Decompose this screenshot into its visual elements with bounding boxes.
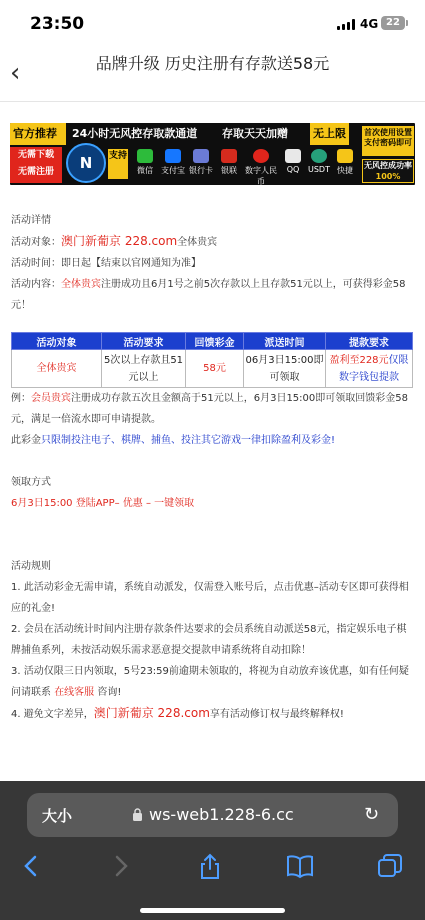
bookmarks-icon[interactable]	[285, 851, 315, 881]
tabs-icon[interactable]	[375, 851, 405, 881]
banner-top-row	[10, 123, 415, 145]
banner-slogan: 存取天天加赠	[222, 127, 288, 140]
address-bar[interactable]	[27, 793, 398, 837]
banner-badge	[10, 147, 62, 183]
alipay-icon: 支付宝	[158, 147, 188, 176]
rule-item: 1. 此活动彩金无需申请，系统自动派发，仅需登入账号后，点击优惠–活动专区即可获得相应的礼金!	[11, 582, 409, 614]
table-header: 回馈彩金	[186, 333, 244, 350]
promo-banner[interactable]	[10, 123, 415, 185]
reload-icon[interactable]: ↻	[364, 804, 380, 825]
nav-bar	[0, 48, 425, 102]
details-target: 活动对象：澳门新葡京 228.com全体贵宾	[11, 234, 218, 248]
home-indicator	[140, 908, 285, 913]
banner-no-download: 无需下载	[17, 150, 54, 160]
lock-icon	[132, 808, 143, 821]
brand-logo-icon: N	[66, 143, 106, 183]
table-row	[12, 350, 413, 388]
details-content: 活动内容：全体贵宾注册成功且6月1号之前5次存款以上且存款51元以上，可获得彩金58元！	[11, 279, 406, 311]
unionpay-icon: 银联	[214, 147, 244, 176]
rule-item: 3. 活动仅限三日内领取，5号23:59前逾期未领取的，将视为自动放弃该优惠，如有任何疑问请联系 在线客服 咨询!	[11, 666, 409, 698]
status-time: 23:50	[30, 14, 85, 34]
banner-headline: 24小时无风控存取款通道	[72, 127, 198, 140]
table-header: 派送时间	[244, 333, 326, 350]
payment-methods	[130, 147, 360, 183]
signal-icon	[337, 19, 355, 30]
table-cell-withdraw: 盈利至228元仅限数字钱包提款	[326, 350, 413, 388]
text-size-button[interactable]: 大小	[42, 807, 73, 825]
battery-icon: 22	[381, 16, 405, 30]
claim-text: 6月3日15:00 登陆APP– 优惠 – 一键领取	[11, 498, 195, 509]
table-cell-target: 全体贵宾	[12, 350, 102, 388]
rule-item: 4. 避免文字差异，澳门新葡京 228.com享有活动修订权与最终解释权!	[11, 706, 344, 720]
page-title: 品牌升级 历史注册有存款送58元	[95, 54, 330, 73]
qq-icon: QQ	[278, 147, 308, 174]
table-cell-requirement: 5次以上存款且51元以上	[102, 350, 186, 388]
activity-content	[11, 210, 413, 316]
table-cell-bonus: 58元	[186, 350, 244, 388]
table-header: 提款要求	[326, 333, 413, 350]
banner-left-tag: 官方推荐	[10, 123, 66, 145]
bank-card-icon: 银行卡	[186, 147, 216, 176]
back-icon[interactable]	[17, 851, 47, 881]
forward-icon[interactable]	[105, 851, 135, 881]
table-cell-delivery: 06月3日15:00即可领取	[244, 350, 326, 388]
quick-pay-icon: 快捷	[330, 147, 360, 176]
details-heading: 活动详情	[11, 215, 51, 226]
rules-heading: 活动规则	[11, 561, 51, 572]
banner-slogan-highlight: 无上限	[310, 123, 349, 145]
restriction-text: 此彩金只限制投注电子、棋牌、捕鱼、投注其它游戏一律扣除盈利及彩金!	[11, 435, 336, 446]
table-header-row	[12, 333, 413, 350]
online-service-link[interactable]: 在线客服	[54, 687, 95, 698]
rule-item: 2. 会员在活动统计时间内注册存款条件达要求的会员系统自动派送58元，指定娱乐电子棋牌捕鱼系列，未按活动娱乐需求恶意提交提款申请系统将自动扣除！	[11, 624, 407, 656]
url-text: ws-web1.228-6.cc	[149, 805, 294, 824]
share-icon[interactable]	[195, 851, 225, 881]
table-header: 活动要求	[102, 333, 186, 350]
reward-table	[11, 332, 413, 388]
wechat-pay-icon: 微信	[130, 147, 160, 176]
back-chevron-icon[interactable]: ‹	[10, 58, 21, 88]
usdt-icon: USDT	[304, 147, 334, 174]
banner-no-register: 无需注册	[17, 167, 54, 177]
banner-support: 支持	[108, 149, 128, 179]
details-time: 活动时间：即日起【结束以官网通知为准】	[11, 258, 201, 269]
browser-toolbar	[0, 781, 425, 920]
example-text: 例：会员贵宾注册成功存款五次且金额高于51元以上，6月3日15:00即可领取回馈彩金58元，满足一倍流水即可申请提款。	[11, 393, 408, 425]
status-bar	[0, 0, 425, 48]
claim-heading: 领取方式	[11, 477, 51, 488]
example-section	[11, 388, 413, 725]
table-header: 活动对象	[12, 333, 102, 350]
banner-setup-note: 首次使用设置支付密码即可	[362, 126, 414, 156]
network-type: 4G	[360, 17, 379, 31]
digital-rmb-icon: 数字人民币	[242, 147, 280, 185]
banner-success-rate: 无风控成功率 100%	[364, 161, 412, 181]
